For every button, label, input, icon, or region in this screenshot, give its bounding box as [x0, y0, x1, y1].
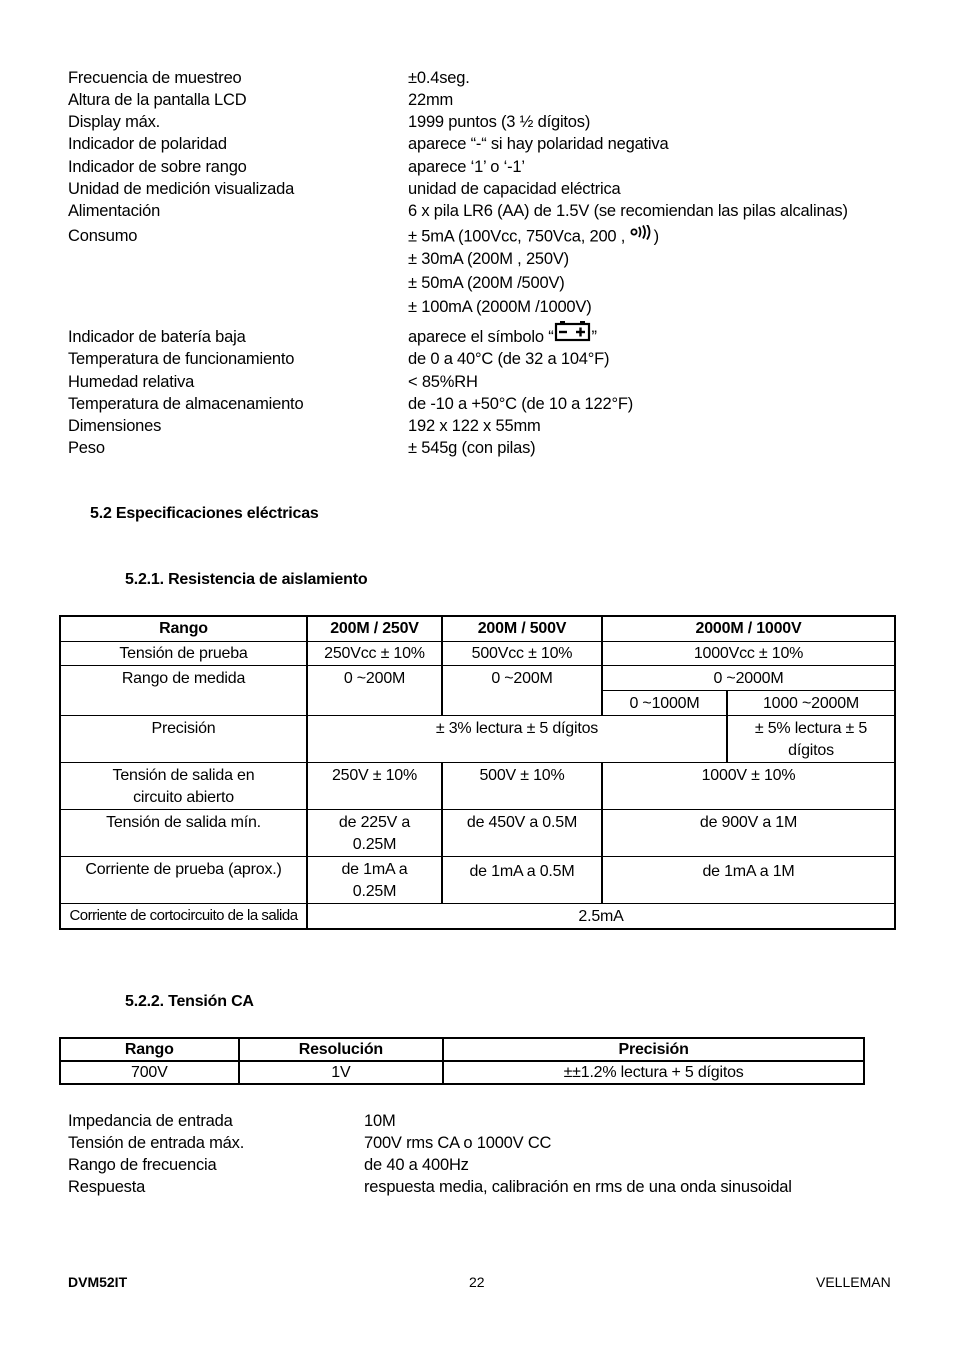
section-heading-5-2: 5.2 Especificaciones eléctricas [90, 505, 319, 522]
table-row [60, 904, 895, 930]
table-cell: 1000 ~2000M [727, 691, 895, 716]
table-cell: 0 ~200M [442, 666, 602, 716]
header-cell: 2000M / 1000V [602, 616, 895, 642]
spec-label: Unidad de medición visualizada [68, 180, 295, 198]
spec-label: Temperatura de almacenamiento [68, 395, 304, 413]
row-label: Tensión de salida mín. [60, 810, 307, 857]
spec-value: de -10 a +50°C (de 10 a 122°F) [408, 395, 634, 413]
spec-value: respuesta media, calibración en rms de una onda sinusoidal [364, 1178, 792, 1196]
table-cell: de 1mA a 0.25M [307, 857, 442, 904]
header-cell: Rango [60, 1038, 239, 1061]
table-cell: 250V ± 10% [307, 763, 442, 810]
spec-value: unidad de capacidad eléctrica [408, 180, 621, 198]
table-cell: 250Vcc ± 10% [307, 642, 442, 666]
header-cell: Precisión [443, 1038, 864, 1061]
spec-label: Alimentación [68, 202, 161, 220]
spec-label: Altura de la pantalla LCD [68, 91, 247, 109]
spec-value: aparece “-“ si hay polaridad negativa [408, 135, 669, 153]
spec-label: Peso [68, 439, 105, 457]
table-cell: 500V ± 10% [442, 763, 602, 810]
table-row [60, 857, 895, 904]
spec-value: 10M [364, 1112, 396, 1130]
consumption-line: ± 30mA (200M , 250V) [408, 250, 569, 268]
table-cell: ±±1.2% lectura + 5 dígitos [443, 1061, 864, 1084]
spec-label: Indicador de sobre rango [68, 158, 247, 176]
table-cell: 0 ~200M [307, 666, 442, 716]
section-heading-5-2-1: 5.2.1. Resistencia de aislamiento [125, 571, 368, 588]
spec-label: Humedad relativa [68, 373, 195, 391]
spec-value: 6 x pila LR6 (AA) de 1.5V (se recomiendan las pilas alcalinas) [408, 202, 848, 220]
table-cell: de 900V a 1M [602, 810, 895, 857]
section-heading-5-2-2: 5.2.2. Tensión CA [125, 993, 254, 1010]
table-cell: ± 5% lectura ± 5 dígitos [727, 716, 895, 763]
table-cell: de 225V a 0.25M [307, 810, 442, 857]
table-header-row [60, 616, 895, 642]
consumption-line-1-end: ) [653, 227, 659, 246]
spec-label: Frecuencia de muestreo [68, 69, 242, 87]
table-row [60, 642, 895, 666]
ac-voltage-table [59, 1037, 865, 1085]
spec-value: de 40 a 400Hz [364, 1156, 469, 1174]
footer-brand: VELLEMAN [816, 1274, 891, 1290]
spec-value: 22mm [408, 91, 454, 109]
table-row [60, 666, 895, 691]
table-cell: 2.5mA [307, 904, 895, 930]
battery-value-end: ” [591, 328, 597, 346]
row-label: Tensión de prueba [60, 642, 307, 666]
row-label: Corriente de prueba (aprox.) [60, 857, 307, 904]
battery-icon [554, 320, 592, 348]
header-cell: 200M / 250V [307, 616, 442, 642]
spec-value: < 85%RH [408, 373, 478, 391]
table-cell: de 1mA a 1M [602, 857, 895, 904]
consumption-label: Consumo [68, 227, 138, 245]
spec-value: ±0.4seg. [408, 69, 470, 87]
spec-label: Respuesta [68, 1178, 146, 1196]
table-header-row [60, 1038, 864, 1061]
spec-value: de 0 a 40°C (de 32 a 104°F) [408, 350, 610, 368]
spec-label: Impedancia de entrada [68, 1112, 233, 1130]
table-cell: de 450V a 0.5M [442, 810, 602, 857]
spec-label: Indicador de polaridad [68, 135, 227, 153]
page-number: 22 [469, 1274, 485, 1290]
footer-model: DVM52IT [68, 1274, 128, 1290]
table-cell: 1V [239, 1061, 444, 1084]
spec-value: 1999 puntos (3 ½ dígitos) [408, 113, 591, 131]
spec-value: 192 x 122 x 55mm [408, 417, 541, 435]
continuity-buzzer-icon [630, 225, 654, 249]
consumption-line-1-text: ± 5mA (100Vcc, 750Vca, 200 , [408, 227, 626, 246]
table-row [60, 716, 895, 763]
consumption-line: ± 100mA (2000M /1000V) [408, 298, 592, 316]
row-label: Precisión [60, 716, 307, 763]
table-cell: 0 ~1000M [602, 691, 727, 716]
table-row [60, 763, 895, 810]
spec-label: Dimensiones [68, 417, 162, 435]
table-cell: 1000V ± 10% [602, 763, 895, 810]
table-cell: 700V [60, 1061, 239, 1084]
spec-label: Temperatura de funcionamiento [68, 350, 295, 368]
header-cell: Resolución [239, 1038, 444, 1061]
table-cell: ± 3% lectura ± 5 dígitos [307, 716, 727, 763]
spec-label: Rango de frecuencia [68, 1156, 217, 1174]
row-label: Corriente de cortocircuito de la salida [60, 904, 307, 930]
spec-value: ± 545g (con pilas) [408, 439, 536, 457]
battery-value [408, 326, 597, 348]
insulation-resistance-table [59, 615, 896, 930]
table-row [60, 810, 895, 857]
row-label: Rango de medida [60, 666, 307, 716]
table-cell: 1000Vcc ± 10% [602, 642, 895, 666]
table-row [60, 1061, 864, 1084]
spec-label: Display máx. [68, 113, 161, 131]
row-label: Tensión de salida en circuito abierto [60, 763, 307, 810]
battery-label: Indicador de batería baja [68, 328, 246, 346]
spec-value: aparece ‘1’ o ‘-1’ [408, 158, 525, 176]
consumption-line: ± 50mA (200M /500V) [408, 274, 565, 292]
consumption-line-1 [408, 225, 659, 249]
header-cell: 200M / 500V [442, 616, 602, 642]
table-cell: de 1mA a 0.5M [442, 857, 602, 904]
table-cell: 0 ~2000M [602, 666, 895, 691]
header-cell: Rango [60, 616, 307, 642]
table-cell: 500Vcc ± 10% [442, 642, 602, 666]
spec-label: Tensión de entrada máx. [68, 1134, 245, 1152]
spec-value: 700V rms CA o 1000V CC [364, 1134, 552, 1152]
battery-value-text: aparece el símbolo “ [408, 328, 554, 346]
